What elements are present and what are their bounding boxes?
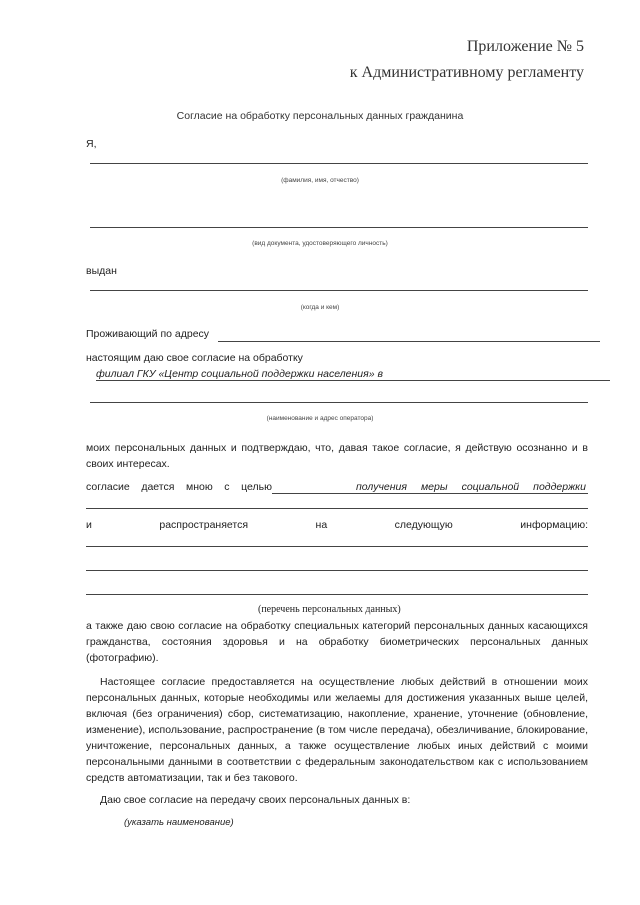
issued-label: выдан xyxy=(86,265,117,277)
applies-word: распространяется xyxy=(159,519,249,531)
purpose-value[interactable] xyxy=(356,481,586,493)
purpose-value-word: социальной xyxy=(461,481,520,493)
purpose-word: целью xyxy=(241,481,272,493)
applies-word: и xyxy=(86,519,92,531)
purpose-value-word: меры xyxy=(420,481,448,493)
address-label: Проживающий по адресу xyxy=(86,328,210,340)
list-hint: (перечень персональных данных) xyxy=(258,604,401,615)
purpose-word: с xyxy=(224,481,230,493)
consent-intro: настоящим даю свое согласие на обработку xyxy=(86,352,303,364)
special-categories-paragraph: а также даю свою согласие на обработку специальных категорий персональных данных касающихся гражданства, состояния здоровья и на обработку биометрических персональных данных (фотографию). xyxy=(86,620,588,664)
purpose-line-2[interactable] xyxy=(86,508,588,509)
transfer-line: Даю свое согласие на передачу своих персональных данных в: xyxy=(100,794,411,806)
applies-word: следующую xyxy=(394,519,453,531)
document-hint: (вид документа, удостоверяющего личность) xyxy=(252,240,388,247)
operator-value[interactable]: филиал ГКУ «Центр социальной поддержки населения» в xyxy=(96,368,383,380)
purpose-value-word: получения xyxy=(356,481,407,493)
list-line-2[interactable] xyxy=(86,570,588,571)
document-title: Согласие на обработку персональных данных гражданина xyxy=(176,110,464,122)
issued-line[interactable] xyxy=(90,290,588,291)
purpose-value-word: поддержки xyxy=(533,481,586,493)
purpose-word: дается xyxy=(141,481,175,493)
purpose-word: мною xyxy=(185,481,213,493)
purpose-line-1 xyxy=(272,493,588,494)
operator-hint: (наименование и адрес оператора) xyxy=(266,415,374,422)
i-label: Я, xyxy=(86,138,97,150)
applies-word: информацию: xyxy=(520,519,588,531)
regulation-reference: к Административному регламенту xyxy=(349,64,584,81)
document-line[interactable] xyxy=(90,227,588,228)
purpose-label xyxy=(86,481,272,493)
purpose-word: согласие xyxy=(86,481,130,493)
operator-line-2[interactable] xyxy=(90,402,588,403)
applies-row xyxy=(86,519,588,531)
list-line-3[interactable] xyxy=(86,594,588,595)
issued-hint: (когда и кем) xyxy=(300,304,340,311)
applies-word: на xyxy=(315,519,328,531)
specify-hint: (указать наименование) xyxy=(124,817,234,828)
scope-paragraph: Настоящее согласие предоставляется на осуществление любых действий в отношении моих персональных данных, которые необходимы или желаемы для достижения указанных выше целей, включая (без ограничения) сбор, систематизацию, накопление, хранение, уточнение (обновление, изменение), использование, распространение (в том числе передача), обезличивание, блокирование, уничтожение, персональных данных, а также осуществление любых иных действий с моими персональными данными в соответствии с федеральным законодательством как с использованием средств автоматизации, так и без такового. xyxy=(86,676,588,784)
operator-line-1 xyxy=(96,380,610,381)
appendix-number: Приложение № 5 xyxy=(466,38,584,55)
fio-hint: (фамилия, имя, отчество) xyxy=(281,177,359,184)
fio-line[interactable] xyxy=(90,163,588,164)
address-line[interactable] xyxy=(218,341,600,342)
list-line-1[interactable] xyxy=(86,546,588,547)
own-data-paragraph: моих персональных данных и подтверждаю, что, давая такое согласие, я действую осознанно и в своих интересах. xyxy=(86,442,588,470)
